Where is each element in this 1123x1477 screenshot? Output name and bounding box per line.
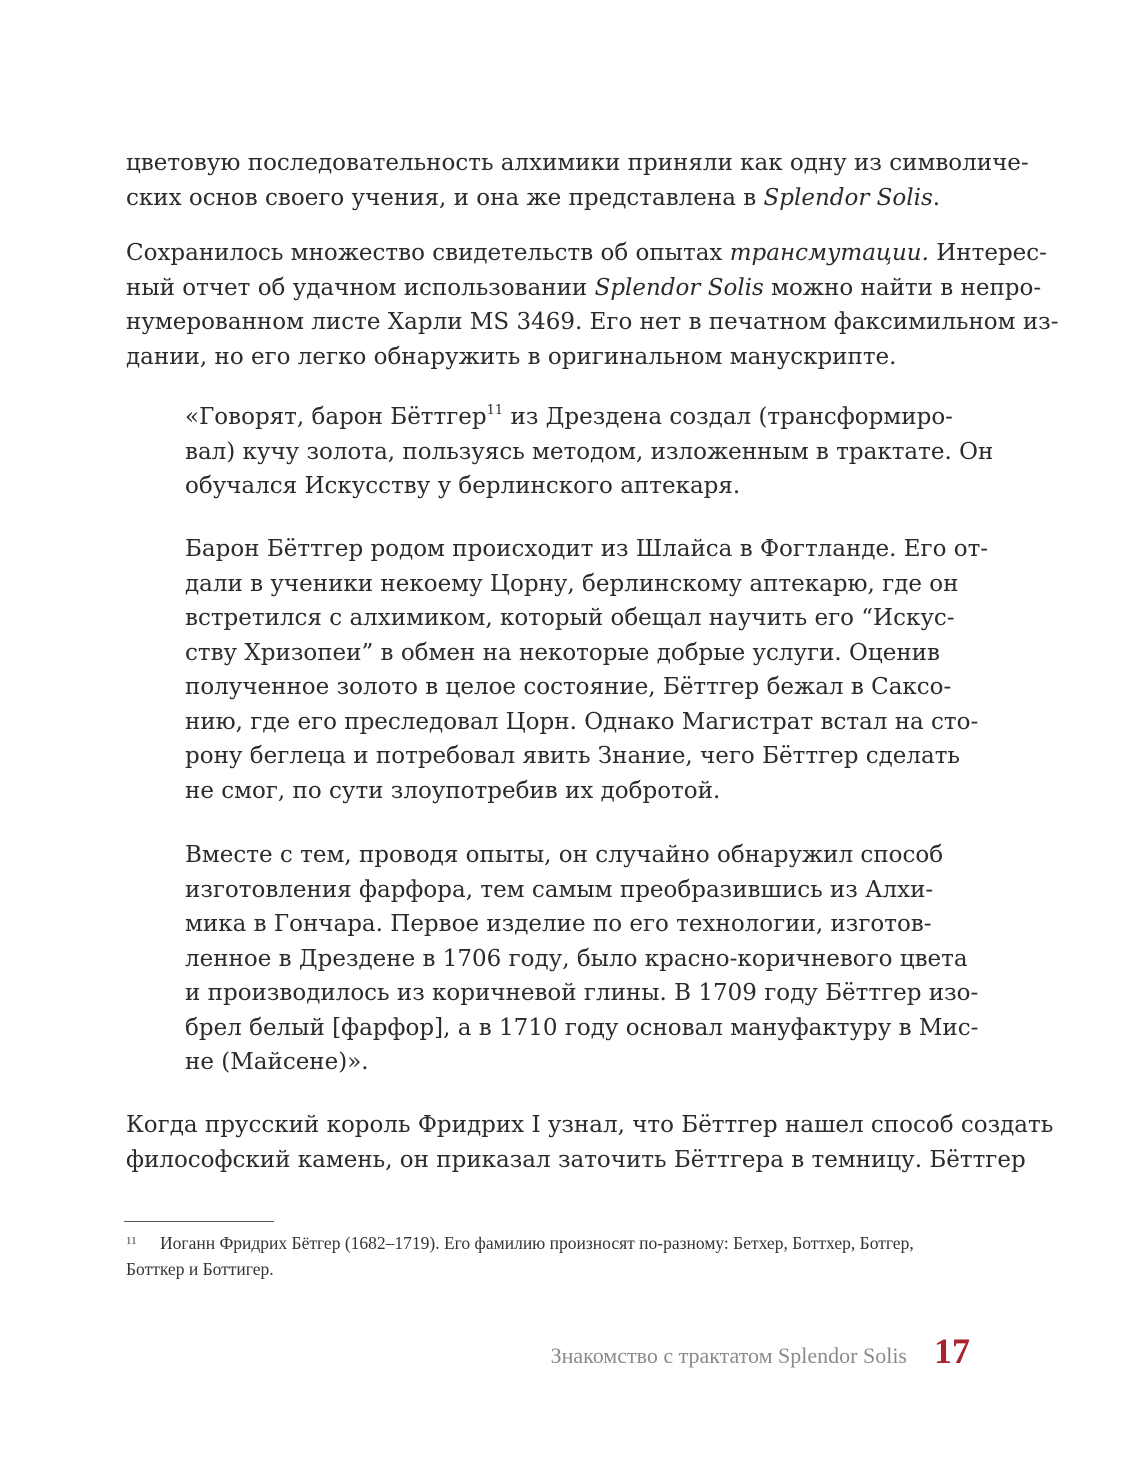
text-line: ный отчет об удачном использовании Splendor Solis можно найти в непро- [126, 274, 1042, 301]
text-line: нумерованном листе Харли MS 3469. Его нет в печатном факсимильном из- [126, 309, 1059, 335]
text-line: мика в Гончара. Первое изделие по его технологии, изготов- [185, 911, 932, 937]
italic-term: трансмутации. [729, 240, 929, 266]
text-line: Сохранилось множество свидетельств об опытах трансмутации. Интерес- [126, 240, 1047, 266]
text-line: полученное золото в целое состояние, Бёттгер бежал в Саксо- [185, 674, 952, 700]
text-line: ству Хризопеи” в обмен на некоторые добрые услуги. Оценив [185, 639, 940, 666]
footnote-number: 11 [126, 1235, 137, 1247]
footnote-line: Ботткер и Боттигер. [126, 1259, 274, 1279]
text-line: Барон Бёттгер родом происходит из Шлайса в Фогтланде. Его от- [185, 536, 989, 562]
footnote [126, 1228, 972, 1282]
text-line: изготовления фарфора, тем самым преобразившись из Алхи- [185, 876, 934, 903]
blockquote-paragraph-3 [185, 838, 979, 1080]
blockquote-paragraph-1 [185, 400, 994, 504]
text-line: дали в ученики некоему Цорну, берлинскому аптекарю, где он [185, 570, 959, 597]
text-line: дании, но его легко обнаружить в оригинальном манускрипте. [126, 343, 897, 370]
text-line: и производилось из коричневой глины. В 1709 году Бёттгер изо- [185, 980, 979, 1006]
text-line: не (Майсене)». [185, 1049, 369, 1075]
paragraph-transmutation [126, 236, 1059, 374]
text-line: обучался Искусству у берлинского аптекаря. [185, 473, 741, 499]
text-line: встретился с алхимиком, который обещал научить его “Искус- [185, 605, 955, 631]
footnote-divider [124, 1221, 274, 1222]
text-line: Когда прусский король Фридрих I узнал, что Бёттгер нашел способ создать [126, 1112, 1054, 1138]
text-line: философский камень, он приказал заточить Бёттгера в темницу. Бёттгер [126, 1146, 1026, 1173]
text-line: «Говорят, барон Бёттгер$^{11}$ из Дрездена создал (трансформиро- [185, 403, 953, 430]
text-line: нию, где его преследовал Цорн. Однако Магистрат встал на сто- [185, 708, 979, 735]
text-line: не смог, по сути злоупотребив их добротой. [185, 777, 721, 804]
text-line: Вместе с тем, проводя опыты, он случайно обнаружил способ [185, 842, 944, 868]
text-line: рону беглеца и потребовал явить Знание, чего Бёттгер сделать [185, 743, 960, 769]
running-title: Знакомство с трактатом Splendor Solis [550, 1343, 907, 1368]
text-line: вал) кучу золота, пользуясь методом, изложенным в трактате. Он [185, 438, 994, 465]
paragraph-frederick [126, 1108, 1054, 1177]
page-number: 17 [934, 1331, 970, 1371]
text-line: ленное в Дрездене в 1706 году, было красно-коричневого цвета [185, 945, 968, 972]
italic-title: Splendor Solis [594, 274, 764, 301]
footnote-line: 11 Иоганн Фридрих Бётгер (1682–1719). Его фамилию произносят по-разному: Бетхер, Боттхер, Ботгер, [126, 1228, 972, 1256]
text-line: брел белый [фарфор], а в 1710 году основал мануфактуру в Мис- [185, 1014, 979, 1041]
footnote-reference[interactable]: 11 [486, 403, 504, 418]
text-line: цветовую последовательность алхимики приняли как одну из символиче- [126, 150, 1029, 176]
paragraph-continuation [126, 146, 1029, 215]
italic-title: Splendor Solis [763, 184, 933, 211]
blockquote-paragraph-2 [185, 532, 989, 808]
text-line: ских основ своего учения, и она же представлена в Splendor Solis. [126, 184, 941, 211]
